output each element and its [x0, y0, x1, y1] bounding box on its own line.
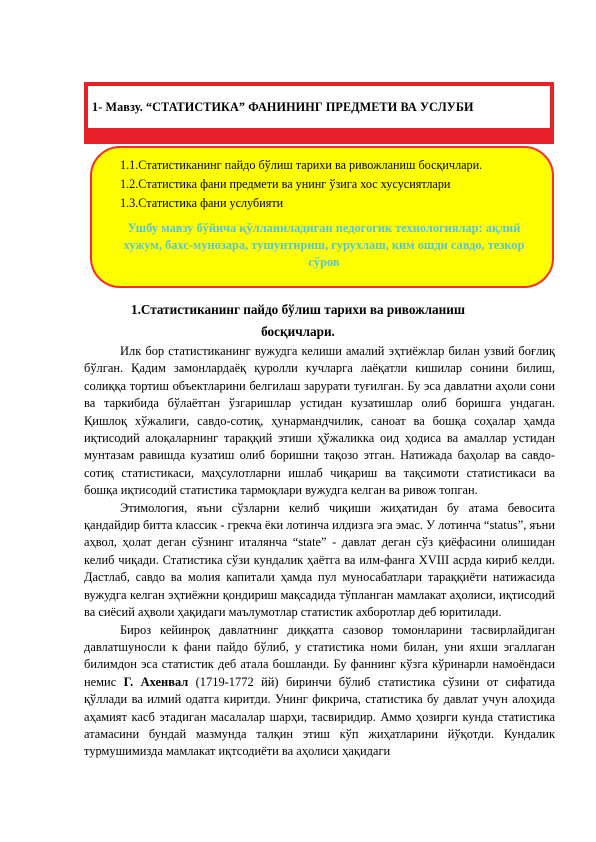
- plan-item-3: 1.3.Статистика фани услубияти: [120, 196, 284, 210]
- paragraph-1: Илк бор статистиканинг вужудга келиши амалий эҳтиёжлар билан узвий боғлиқ бўлган. Қадим замонлардаёқ қуролли кучларга лаёқатли кишилар сонини билиш, солиққа тортиш объектларини белгилаш зарурати туғилган. Бу эса давлатни аҳоли сони ва таркибида бўлаётган ўзгаришлар устидан кузатишлар олиб боришга ундаган. Қишлоқ хўжалиги, савдо-сотиқ, ҳунармандчилик, саноат ва бошқа соҳалар ҳамда иқтисодий алоқаларнинг тараққий этиши ҳўжаликка оид ҳодиса ва амаллар устидан мунтазам равишда кузатиш олиб боришни тақозо этган. Натижада баҳолар ва савдо-сотиқ статистикаси, маҳсулотларни ишлаб чиқариш ва тақсимоти статистикаси ва бошқа иқтисодий статистика тармоқлари вужудга келган ва ривож топган.: [84, 344, 555, 498]
- paragraph-3: [84, 622, 555, 761]
- topic-plan-box: [90, 146, 554, 288]
- section-heading: [40, 299, 556, 343]
- pedagogical-technologies-note: Ушбу мавзу бўйича қўлланиладиган педогогик технологиялар: ақлий хужум, бахс-мунозара, тушунтириш, гурухлаш, ким ошди савдо, тезкор сўров: [123, 221, 525, 269]
- topic-title-frame: [84, 82, 554, 144]
- paragraph-2: Этимология, яъни сўзларни келиб чиқиши жиҳатидан бу атама бевосита қандайдир битта классик - грекча ёки лотинча илдизга эга эмас. У лотинча “status”, яъни аҳвол, ҳолат деган сўзнинг италянча “state” - давлат деган сўз қиёфасини олишидан келиб чиқади. Статистика сўзи кундалик ҳаётга ва илм-фанга XVIII асрда кириб келди. Дастлаб, савдо ва молия капитали ҳамда пул муносабатлари тараққиёти натижасида вужудга келган эҳтиёжни қондириш мақсадида тўпланган мамлакат аҳолиси, иқтисодий ва сиёсий аҳволи ҳақидаги маълумотлар статистик ахборотлар деб юритилади.: [84, 500, 555, 620]
- paragraph-3-start: Бироз кейинроқ давлатнинг диққатга сазовор томонларини тасвирлайдиган давлатшуносли к фани пайдо бўлиб, у статистика номи билан, уни яхши эгаллаган билимдон эса статистик деб атала бошланди. Бу фаннинг кўзга кўринарли намоёндаси немис: [84, 622, 555, 689]
- person-name: Г. Ахенвал: [123, 674, 189, 689]
- section-heading-line-2: босқичлари.: [261, 324, 335, 339]
- section-heading-line-1: 1.Статистиканинг пайдо бўлиш тарихи ва ривожланиш: [131, 302, 465, 317]
- paragraph-3-end: (1719-1772 йй) биринчи бўлиб статистика сўзини от сифатида қўллади ва илмий одатга киритди. Унинг фикрича, статистика бу давлат учун алоҳида аҳамият касб этадиган масалалар шарҳи, тасвиридир. Аммо ҳозирги кунда статистика атамасини бундай мазмунда талқин этиш кўп жиҳатларини йўқотди. Кундалик турмушимизда мамлакат иқтсодиёти ва аҳолиси ҳақидаги: [84, 674, 555, 759]
- plan-item-2: 1.2.Статистика фани предмети ва унинг ўзига хос хусусиятлари: [120, 177, 451, 191]
- plan-item-1: 1.1.Статистиканинг пайдо бўлиш тарихи ва ривожланиш босқичлари.: [120, 158, 483, 172]
- topic-title: 1- Мавзу. “СТАТИСТИКА” ФАНИНИНГ ПРЕДМЕТИ ВА УСЛУБИ: [88, 86, 550, 128]
- topic-plan-list: [120, 156, 482, 213]
- body-text: [84, 343, 555, 761]
